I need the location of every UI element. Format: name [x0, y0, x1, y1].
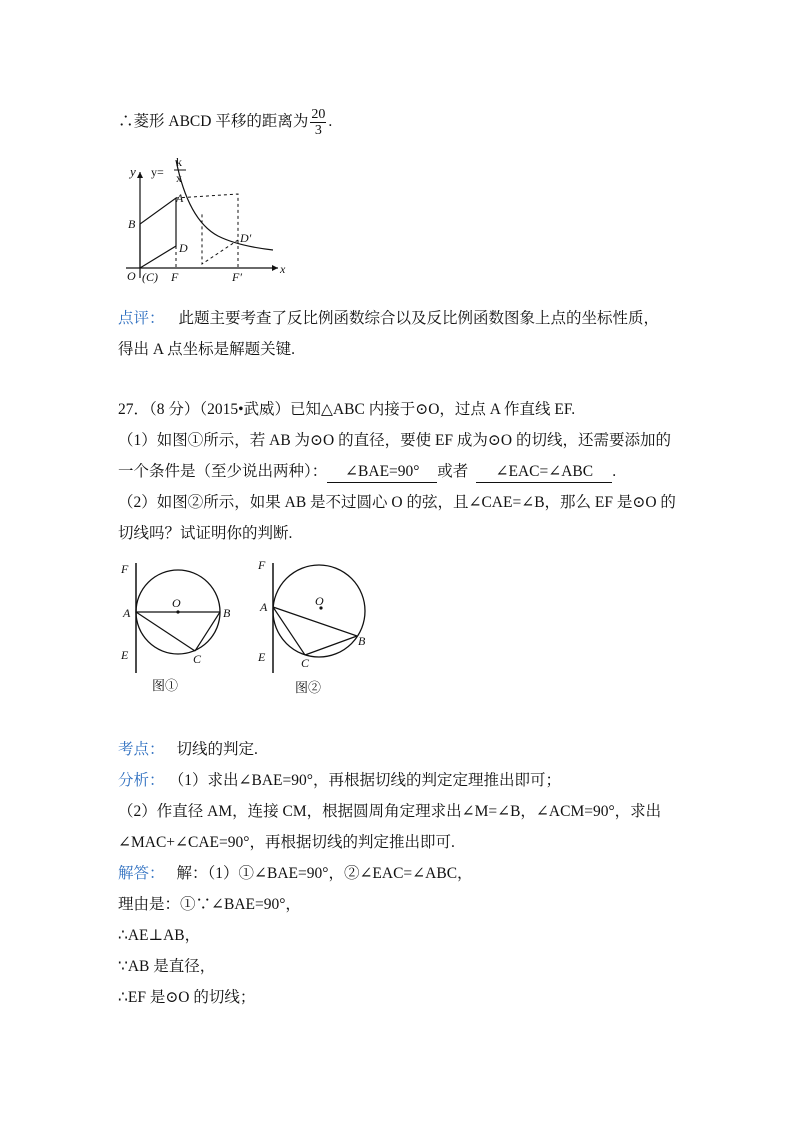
- fraction-denominator: 3: [314, 123, 322, 138]
- solution-line-2: ∴AE⊥AB，: [118, 927, 201, 944]
- label-c: (C): [142, 270, 158, 284]
- fenxi-label: 分析：: [118, 772, 165, 789]
- condition-prefix: 一个条件是（至少说出两种）：: [118, 463, 328, 480]
- kaodian-label: 考点：: [118, 741, 165, 758]
- fenxi-line: [118, 771, 561, 791]
- chord-bc: [195, 612, 220, 651]
- f2-label-a: A: [260, 600, 268, 614]
- func-num: k: [176, 155, 182, 169]
- problem-line-1: 27．（8 分）（2015•武威）已知△ABC 内接于⊙O，过点 A 作直线 EF.: [118, 401, 576, 418]
- f1-label-a: A: [123, 606, 131, 620]
- fenxi-text: （1）求出∠BAE=90°，再根据切线的判定定理推出即可；: [176, 772, 561, 789]
- fenxi-2-line-2: ∠MAC+∠CAE=90°，再根据切线的判定推出即可.: [118, 834, 455, 851]
- solution-line-4: ∴EF 是⊙O 的切线；: [118, 989, 256, 1006]
- f2-label-b: B: [358, 634, 366, 648]
- inverse-function-graph: [118, 150, 293, 285]
- hyperbola-curve: [176, 160, 273, 250]
- label-y: y: [130, 164, 136, 179]
- conclusion-prefix: ∴菱形 ABCD 平移的距离为: [118, 113, 309, 131]
- fenxi-2-line-1: （2）作直径 AM，连接 CM，根据圆周角定理求出∠M=∠B，∠ACM=90°，求出: [118, 803, 662, 820]
- problem-line-5: 切线吗？试证明你的判断.: [118, 525, 293, 542]
- figure-1-caption: 图①: [152, 678, 179, 693]
- condition-mid: 或者: [437, 463, 469, 480]
- x-axis-arrow: [272, 265, 278, 271]
- distance-fraction: [310, 107, 326, 138]
- center-dot: [176, 610, 179, 613]
- label-o: O: [127, 269, 136, 283]
- func-den: x: [176, 171, 182, 185]
- f1-label-o: O: [172, 596, 181, 610]
- y-axis-arrow: [137, 172, 143, 178]
- rhombus-abcd: [140, 198, 176, 268]
- kaodian-text: 切线的判定.: [176, 741, 258, 758]
- f2-label-c: C: [301, 656, 310, 670]
- f2-label-o: O: [315, 594, 324, 608]
- f1-label-b: B: [223, 606, 231, 620]
- fraction-numerator: 20: [311, 107, 326, 122]
- circle-o: [273, 565, 365, 657]
- kaodian-line: [118, 740, 258, 760]
- figure-1: [118, 555, 238, 700]
- label-d: D: [179, 241, 188, 255]
- figure-2-caption: 图②: [295, 680, 322, 695]
- f1-label-c: C: [193, 652, 202, 666]
- comment-label: 点评：: [118, 310, 165, 327]
- comment-line-2: 得出 A 点坐标是解题关键.: [118, 341, 295, 358]
- problem-line-3: [118, 462, 616, 483]
- problem-line-2: （1）如图①所示，若 AB 为⊙O 的直径，要使 EF 成为⊙O 的切线，还需要添加的: [118, 432, 671, 449]
- jieda-line: [118, 864, 473, 884]
- solution-line-1: 理由是：①∵∠BAE=90°，: [118, 896, 301, 913]
- label-f-prime: F′: [232, 270, 242, 284]
- f1-label-f: F: [121, 562, 129, 576]
- jieda-label: 解答：: [118, 865, 165, 882]
- jieda-text: 解：（1）①∠BAE=90°，②∠EAC=∠ABC，: [176, 865, 473, 882]
- comment-text-1: 此题主要考查了反比例函数综合以及反比例函数图象上点的坐标性质，: [178, 310, 660, 327]
- label-f: F: [171, 270, 179, 284]
- label-d-prime: D′: [240, 231, 252, 245]
- answer-blank-2: ∠EAC=∠ABC: [476, 462, 612, 483]
- f2-label-e: E: [258, 650, 266, 664]
- conclusion-suffix: .: [328, 113, 333, 131]
- comment-line-1: [118, 309, 659, 329]
- condition-suffix: .: [612, 463, 617, 480]
- chord-ac: [136, 612, 195, 651]
- distance-conclusion: [118, 107, 332, 138]
- f2-label-f: F: [258, 558, 266, 572]
- problem-line-4: （2）如图②所示，如果 AB 是不过圆心 O 的弦，且∠CAE=∠B，那么 EF 是⊙O 的: [118, 494, 676, 511]
- label-a: A: [176, 191, 184, 205]
- chord-ab: [273, 607, 357, 636]
- label-x: x: [280, 262, 286, 276]
- func-label: y=: [151, 165, 164, 179]
- answer-blank-1: ∠BAE=90°: [327, 462, 437, 483]
- f1-label-e: E: [121, 648, 129, 662]
- label-b: B: [128, 217, 136, 231]
- figure-2: [255, 555, 375, 700]
- solution-line-3: ∵AB 是直径，: [118, 958, 216, 975]
